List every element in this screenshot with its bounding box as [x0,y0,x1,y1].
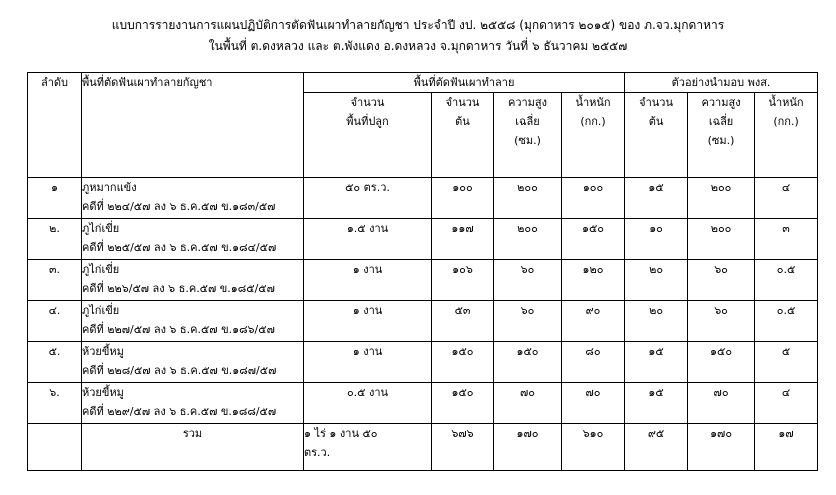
row-sample-height: ๒๐๐ [688,219,755,260]
table-row [28,219,818,260]
total-sample-weight: ๑๗ [755,424,818,471]
header-sample-stems: จำนวน ต้น [625,93,688,178]
row-sample-height: ๑๕๐ [688,342,755,383]
row-number: ๑ [28,178,82,219]
row-plant-area: ๐.๕ งาน [304,383,432,424]
row-stems: ๕๓ [432,301,494,342]
table-row [28,260,818,301]
row-sample-stems: ๑๕ [625,178,688,219]
header-sample-weight: น้ำหนัก (กก.) [755,93,818,178]
total-height: ๑๗๐ [494,424,562,471]
row-place: ภูไก่เขี่ย [82,222,120,235]
row-place: ภูไก่เขี่ย [82,304,120,317]
row-weight: ๑๒๐ [562,260,625,301]
header-plant-area: จำนวน พื้นที่ปลูก [304,93,432,178]
row-plant-area: ๑ งาน [304,260,432,301]
row-stems: ๑๑๗ [432,219,494,260]
row-number: ๒. [28,219,82,260]
row-plant-area: ๑ งาน [304,342,432,383]
row-sample-weight: ๐.๕ [755,301,818,342]
report-title-line2: ในพื้นที่ ต.ดงหลวง และ ต.พังแดง อ.ดงหลวง จ.มุกดาหาร วันที่ ๖ ธันวาคม ๒๕๕๗ [208,39,628,53]
row-case: คดีที่ ๒๒๘/๕๗ ลง ๖ ธ.ค.๕๗ ข.๑๘๗/๕๗ [82,364,277,377]
row-stems: ๑๕๐ [432,383,494,424]
row-height: ๑๕๐ [494,342,562,383]
table-row [28,178,818,219]
row-stems: ๑๐๖ [432,260,494,301]
row-sample-height: ๖๐ [688,260,755,301]
row-height: ๗๐ [494,383,562,424]
total-stems: ๖๗๖ [432,424,494,471]
row-weight: ๑๐๐ [562,178,625,219]
header-stems: จำนวน ต้น [432,93,494,178]
header-height: ความสูง เฉลี่ย (ซม.) [494,93,562,178]
row-place: ห้วยขี้หมู [82,345,124,358]
row-sample-weight: ๔ [755,383,818,424]
row-sample-stems: ๑๕ [625,383,688,424]
row-case: คดีที่ ๒๒๖/๕๗ ลง ๖ ธ.ค.๕๗ ข.๑๘๕/๕๗ [82,282,275,295]
row-location [82,342,304,383]
row-place: ภูไก่เขี่ย [82,263,120,276]
header-weight: น้ำหนัก (กก.) [562,93,625,178]
total-blank-cell [28,424,82,471]
total-sample-height: ๑๗๐ [688,424,755,471]
row-location [82,260,304,301]
row-height: ๒๐๐ [494,178,562,219]
row-height: ๒๐๐ [494,219,562,260]
table-row [28,383,818,424]
row-number: ๕. [28,342,82,383]
row-plant-area: ๕๐ ตร.ว. [304,178,432,219]
row-sample-stems: ๒๐ [625,260,688,301]
table-row [28,301,818,342]
row-weight: ๙๐ [562,301,625,342]
row-sample-weight: ๐.๕ [755,260,818,301]
row-weight: ๑๕๐ [562,219,625,260]
total-weight: ๖๑๐ [562,424,625,471]
header-group-destroyed: พื้นที่ตัดฟันเผาทำลาย [304,73,625,93]
table-row [28,342,818,383]
row-sample-stems: ๑๕ [625,342,688,383]
row-weight: ๗๐ [562,383,625,424]
row-case: คดีที่ ๒๒๗/๕๗ ลง ๖ ธ.ค.๕๗ ข.๑๘๖/๕๗ [82,323,275,336]
row-sample-height: ๗๐ [688,383,755,424]
row-location [82,219,304,260]
total-row [28,424,818,471]
row-sample-weight: ๕ [755,342,818,383]
row-sample-weight: ๓ [755,219,818,260]
row-height: ๖๐ [494,260,562,301]
row-sample-height: ๖๐ [688,301,755,342]
row-location [82,301,304,342]
row-sample-height: ๒๐๐ [688,178,755,219]
row-number: ๓. [28,260,82,301]
row-number: ๔. [28,301,82,342]
header-area: พื้นที่ตัดฟันเผาทำลายกัญชา [82,73,304,178]
row-stems: ๑๕๐ [432,342,494,383]
row-sample-stems: ๑๐ [625,219,688,260]
row-case: คดีที่ ๒๒๕/๕๗ ลง ๖ ธ.ค.๕๗ ข.๑๘๔/๕๗ [82,241,277,254]
report-table [27,72,818,471]
row-case: คดีที่ ๒๒๔/๕๗ ลง ๖ ธ.ค.๕๗ ข.๑๘๓/๕๗ [82,200,276,213]
row-place: ภูหมากแข้ง [82,181,137,194]
row-height: ๖๐ [494,301,562,342]
row-plant-area: ๑ งาน [304,301,432,342]
total-label: รวม [82,424,304,471]
row-number: ๖. [28,383,82,424]
row-sample-stems: ๒๐ [625,301,688,342]
total-plant-area: ๑ ไร่ ๑ งาน ๕๐ ตร.ว. [304,424,432,471]
row-place: ห้วยขี้หมู [82,386,124,399]
row-sample-weight: ๔ [755,178,818,219]
row-location [82,178,304,219]
report-title-line1: แบบการรายงานการแผนปฏิบัติการตัดฟันเผาทำลายกัญชา ประจำปี งป. ๒๕๕๘ (มุกดาหาร ๒๐๑๕) ของ ภ.จว.มุกดาหาร [111,18,725,32]
row-case: คดีที่ ๒๒๙/๕๗ ลง ๖ ธ.ค.๕๗ ข.๑๘๘/๕๗ [82,405,277,418]
row-location [82,383,304,424]
row-stems: ๑๐๐ [432,178,494,219]
row-plant-area: ๑.๕ งาน [304,219,432,260]
header-group-sample: ตัวอย่างนำมอบ พงส. [625,73,818,93]
total-sample-stems: ๙๕ [625,424,688,471]
header-no: ลำดับ [28,73,82,178]
row-weight: ๘๐ [562,342,625,383]
header-sample-height: ความสูง เฉลี่ย (ซม.) [688,93,755,178]
